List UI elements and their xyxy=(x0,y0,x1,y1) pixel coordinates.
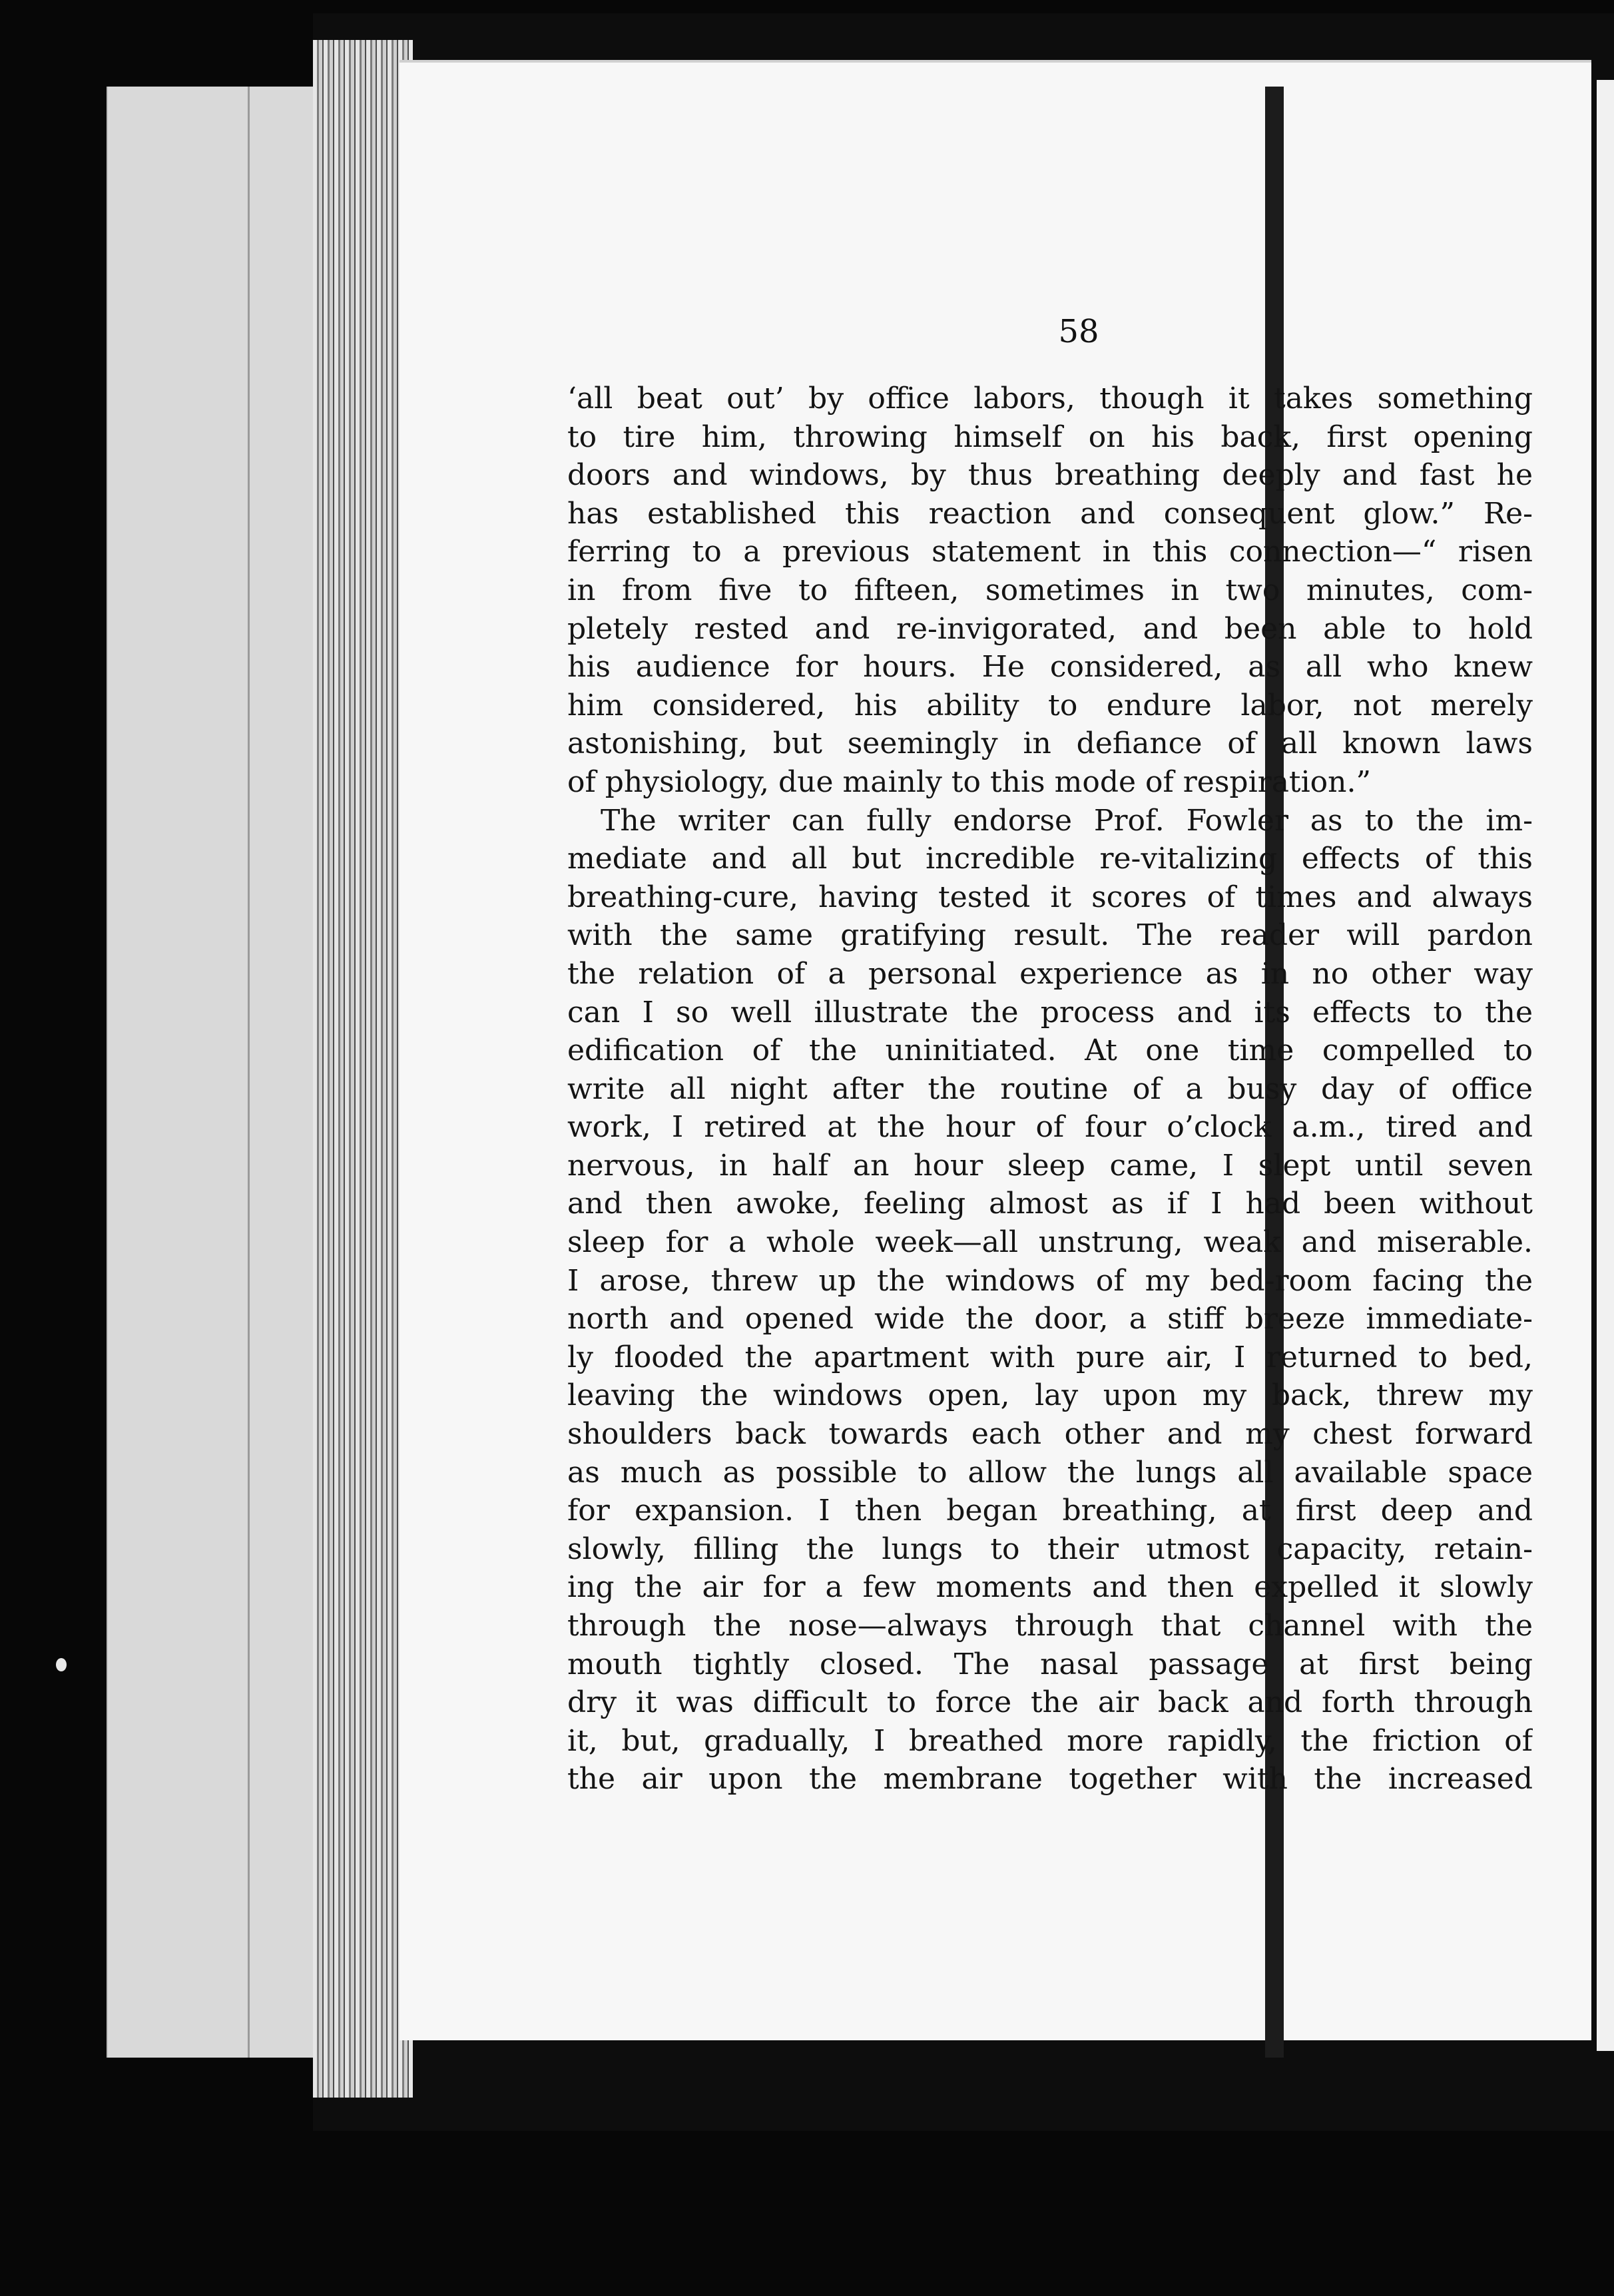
page-text xyxy=(567,380,1533,1799)
page-edges xyxy=(313,40,413,2098)
text-line: ing the air for a few moments and then expelled it slowly xyxy=(567,1570,1533,1605)
text-line: work, I retired at the hour of four o’clock a.m., tired and xyxy=(567,1110,1533,1145)
stray-mark xyxy=(56,1658,67,1671)
text-line: nervous, in half an hour sleep came, I slept until seven xyxy=(567,1148,1533,1183)
text-line: mediate and all but incredible re-vitalizing effects of this xyxy=(567,842,1533,876)
text-line: leaving the windows open, lay upon my back, threw my xyxy=(567,1378,1533,1413)
text-line: ly flooded the apartment with pure air, I returned to bed, xyxy=(567,1340,1533,1374)
text-line: north and opened wide the door, a stiff breeze immediate- xyxy=(567,1302,1533,1336)
text-line: ‘all beat out’ by office labors, though it takes something xyxy=(567,382,1533,416)
text-line: slowly, filling the lungs to their utmost capacity, retain- xyxy=(567,1532,1533,1566)
text-line: edification of the uninitiated. At one time compelled to xyxy=(567,1033,1533,1068)
text-line: The writer can fully endorse Prof. Fowler as to the im- xyxy=(601,803,1533,838)
text-line: and then awoke, feeling almost as if I had been without xyxy=(567,1187,1533,1221)
text-line: the relation of a personal experience as in no other way xyxy=(567,956,1533,991)
text-line: of physiology, due mainly to this mode of respiration.” xyxy=(567,764,1371,799)
text-line: I arose, threw up the windows of my bed-room facing the xyxy=(567,1263,1533,1298)
text-line: write all night after the routine of a busy day of office xyxy=(567,1071,1533,1106)
text-line: sleep for a whole week—all unstrung, weak and miserable. xyxy=(567,1225,1533,1260)
text-line: through the nose—always through that channel with the xyxy=(567,1609,1533,1643)
text-line: mouth tightly closed. The nasal passage at first being xyxy=(567,1647,1533,1681)
text-line: to tire him, throwing himself on his back, first opening xyxy=(567,420,1533,454)
text-line: dry it was difficult to force the air back and forth through xyxy=(567,1685,1533,1720)
text-line: with the same gratifying result. The reader will pardon xyxy=(567,918,1533,953)
text-line: ferring to a previous statement in this connection—“ risen xyxy=(567,535,1533,569)
text-line: the air upon the membrane together with the increased xyxy=(567,1762,1533,1797)
text-line: has established this reaction and consequent glow.” Re- xyxy=(567,496,1533,531)
text-line: breathing-cure, having tested it scores of times and always xyxy=(567,880,1533,914)
text-line: as much as possible to allow the lungs all available space xyxy=(567,1455,1533,1490)
page-number: 58 xyxy=(1058,313,1099,350)
text-line: in from five to fifteen, sometimes in two minutes, com- xyxy=(567,573,1533,607)
next-page-edge xyxy=(1597,80,1614,2051)
text-line: it, but, gradually, I breathed more rapidly, the friction of xyxy=(567,1723,1533,1758)
text-line: can I so well illustrate the process and its effects to the xyxy=(567,995,1533,1029)
text-line: for expansion. I then began breathing, at first deep and xyxy=(567,1494,1533,1528)
text-line: astonishing, but seemingly in defiance of all known laws xyxy=(567,726,1533,761)
text-line: him considered, his ability to endure labor, not merely xyxy=(567,688,1533,722)
text-line: his audience for hours. He considered, as all who knew xyxy=(567,650,1533,685)
text-line: shoulders back towards each other and my chest forward xyxy=(567,1417,1533,1452)
background-paper-sheet xyxy=(107,87,348,2058)
text-line: pletely rested and re-invigorated, and been able to hold xyxy=(567,611,1533,646)
text-line: doors and windows, by thus breathing deeply and fast he xyxy=(567,458,1533,493)
